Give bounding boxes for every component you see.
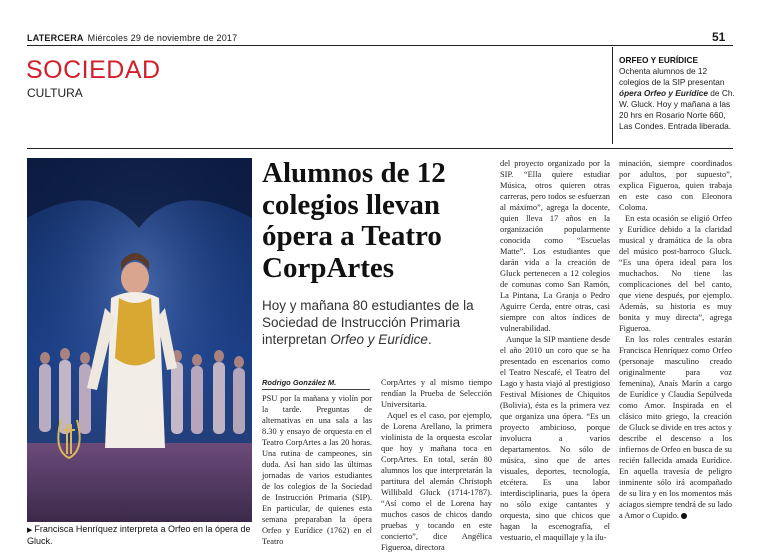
event-info-text-c: de Ch. W. Gluck. Hoy y mañana a las 20 hrs en Rosario Norte 660, Las Condes. Entrada liberada.	[619, 88, 735, 131]
event-info-text-b: ópera Orfeo y Eurídice	[619, 88, 708, 98]
body-paragraph: minación, siempre coordinados por adultos, por supuesto”, explica Figueroa, quien trabaja en este caso con Eleonora Coloma.	[619, 159, 732, 212]
body-paragraph: PSU por la mañana y violín por la tarde. Preguntas de alternativas en una sala a las 8.30 y ensayo de orquesta en el Teatro CorpArtes a las 20 horas. Una rutina de campeones, sin duda. Así han sido las últimas jornadas de varios estudiantes de los colegios de la Sociedad de Instrucción Primaria (SIP). En particular, de quienes esta semana preparaban la ópera Orfeo y Eurídice (1762) en el Teatro	[262, 394, 372, 546]
event-info-title: ORFEO Y EURÍDICE	[619, 55, 698, 65]
event-info-text	[619, 66, 737, 132]
body-paragraph: En esta ocasión se eligió Orfeo y Eurídice debido a la claridad musical y dramática de la obra del músico post-barroco Gluck. “Es una ópera ideal para los muchachos. No tiene las complicaciones del bel canto, que viene después, por ejemplo. Además, su historia es muy bonita y muy directa”, agrega Figueroa.	[619, 214, 732, 333]
standfirst-title: Orfeo y Eurídice	[330, 332, 428, 347]
masthead-brand	[27, 33, 237, 43]
issue-date: Miércoles 29 de noviembre de 2017	[87, 33, 238, 43]
article-standfirst	[262, 297, 500, 348]
header-rule	[27, 45, 733, 46]
article-byline: Rodrigo González M.	[262, 378, 337, 387]
body-paragraph: del proyecto organizado por la SIP. “Ella quiere estudiar Música, otros quieren otras carreras, pero todos se esfuerzan al máximo”, agrega la docente, quien lleva 17 años en la organización popularmente conocida como “Escuelas Matte”. Los estudiantes que darán vida a la creación de Gluck pertenecen a 12 colegios de comunas como San Ramón, La Pintana, La Granja o Pedro Aguirre Cerda, entre otras, casi siempre con altos índices de vulnerabilidad.	[500, 159, 610, 333]
section-rule	[27, 148, 733, 149]
article-column-3	[500, 158, 610, 543]
article-column-2	[381, 377, 492, 553]
event-info-text-a: Ochenta alumnos de 12 colegios de la SIP presentan	[619, 66, 725, 87]
page-number: 51	[712, 30, 726, 44]
byline-rule	[262, 389, 370, 390]
article-column-1	[262, 393, 372, 547]
section-title: SOCIEDAD	[26, 56, 161, 84]
body-paragraph	[619, 334, 732, 521]
end-of-article-icon	[681, 513, 687, 519]
standfirst-text-a: Hoy y mañana 80 estudiantes de la Sociedad de Instrucción Primaria interpretan	[262, 298, 474, 347]
body-paragraph: Aunque la SIP mantiene desde el año 2010 un coro que se ha presentado en escenarios como el Teatro Nescafé, el Teatro del Lago y hasta viajó al prestigioso Festival Misiones de Chiquitos (Bolivia), ésta es la primera vez que organiza una ópera. “Es un proyecto ambicioso, porque involucra a varios departamentos. No sólo de música, sino que de artes visuales, deportes, tecnología, etcétera. Es una labor interdisciplinaria, pues la ópera no sólo exige cantantes y orquesta, sino que chicos que hagan la escenografía, el vestuario, el maquillaje y la ilu-	[500, 335, 610, 542]
article-headline: Alumnos de 12 colegios llevan ópera a Teatro CorpArtes	[262, 157, 446, 284]
body-paragraph: Aquel es el caso, por ejemplo, de Lorena Arellano, la primera violinista de la orquesta escolar que hoy y mañana toca en CorpArtes. En total, serán 80 alumnos los que interpretarán la partitura del alemán Christoph Willibald Gluck (1714-1787). “Así como el de Lorena hay muchos casos de chicos dando pruebas y tocando en este concierto”, dice Angélica Figueroa, directora	[381, 411, 492, 552]
body-paragraph-text: En los roles centrales estarán Francisca Henríquez como Orfeo (personaje masculino creado originalmente para voz femenina), Anaís Marín a cargo de Eurídice y Claudia Sepúlveda como Amor. Inspirada en el clásico mito griego, la creación de Gluck se divide en tres actos y describe el descenso a los infiernos de Orfeo en busca de su recién fallecida amada Eurídice. En aquella travesía de peligro inminente sólo irá acompañado de su lira y en los momentos más aciagos siempre tendrá de su lado a Amor o Cupido.	[619, 335, 732, 520]
sidebar-divider	[612, 47, 613, 144]
caption-marker-icon: ▶	[27, 527, 33, 534]
event-info-box	[619, 55, 737, 132]
brand-name: LATERCERA	[27, 33, 84, 43]
photo-caption	[27, 524, 255, 547]
photo-caption-text: Francisca Henríquez interpreta a Orfeo en la ópera de Gluck.	[27, 524, 251, 546]
section-subtitle: CULTURA	[27, 86, 83, 100]
opera-photo	[27, 158, 252, 522]
body-paragraph: CorpArtes y al mismo tiempo rendían la Prueba de Selección Universitaria.	[381, 378, 492, 409]
standfirst-text-c: .	[427, 332, 432, 347]
article-column-4	[619, 158, 732, 521]
